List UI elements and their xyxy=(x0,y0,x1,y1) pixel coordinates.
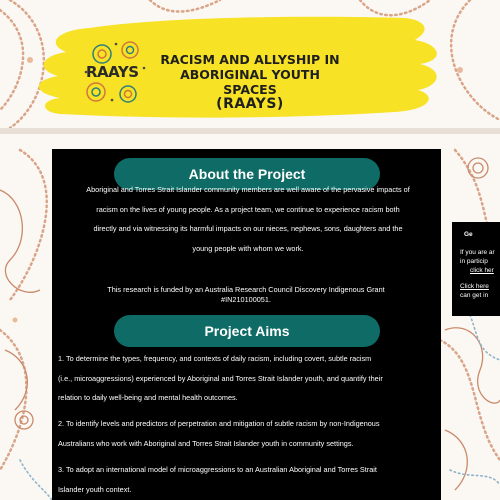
side-card-text: in particip xyxy=(460,258,488,265)
about-line: racism on the lives of young people. As a project team, we continue to experience racism both xyxy=(96,204,400,214)
aim-line: 3. To adopt an international model of microaggressions to an Australian Aboriginal and Torres Strait xyxy=(58,465,377,474)
aim-line: Australians who work with Aboriginal and Torres Strait Islander youth in community settings. xyxy=(58,438,354,448)
funding-line: #IN210100051. xyxy=(221,295,271,304)
title-line-3: (RAAYS) xyxy=(216,96,284,112)
aim-line: (i.e., microaggressions) experienced by Aboriginal and Torres Strait Islander youth, and quantify their xyxy=(58,373,383,383)
title-line-1: RACISM AND ALLYSHIP IN xyxy=(160,52,340,67)
about-heading: About the Project xyxy=(114,158,380,190)
side-card-text: can get in xyxy=(460,292,489,299)
about-paragraph xyxy=(58,180,438,258)
about-line: directly and via witnessing its harmful impacts on our nieces, nephews, sons, daughters and the xyxy=(93,224,403,233)
side-card-heading: Ge xyxy=(464,231,473,238)
aim-item-2 xyxy=(58,414,440,453)
side-card-link[interactable]: Click here xyxy=(460,283,489,290)
side-card-text: If you are ar xyxy=(460,249,495,256)
get-involved-card xyxy=(452,222,500,316)
title-line-2: ABORIGINAL YOUTH SPACES xyxy=(180,67,320,97)
aim-item-3 xyxy=(58,460,440,499)
page-title xyxy=(160,52,340,112)
aim-line: 1. To determine the types, frequency, and contexts of daily racism, including covert, subtle racism xyxy=(58,354,372,363)
funding-note xyxy=(86,285,406,305)
aim-item-1 xyxy=(58,349,440,408)
aims-heading: Project Aims xyxy=(114,315,380,347)
side-card-link[interactable]: click her xyxy=(470,267,494,274)
aim-line: Islander youth context. xyxy=(58,484,132,494)
project-info-panel xyxy=(52,149,441,500)
aim-line: 2. To identify levels and predictors of perpetration and mitigation of subtle racism by non-Indigenous xyxy=(58,419,380,428)
header-divider xyxy=(0,128,500,134)
funding-line: This research is funded by an Australia Research Council Discovery Indigenous Grant xyxy=(107,285,385,294)
logo-wordmark: RAAYS xyxy=(86,63,139,81)
about-line: young people with whom we work. xyxy=(192,243,304,253)
aim-line: relation to daily well-being and mental health outcomes. xyxy=(58,393,238,402)
about-line: Aboriginal and Torres Strait Islander community members are well aware of the pervasive impacts of xyxy=(86,185,410,194)
